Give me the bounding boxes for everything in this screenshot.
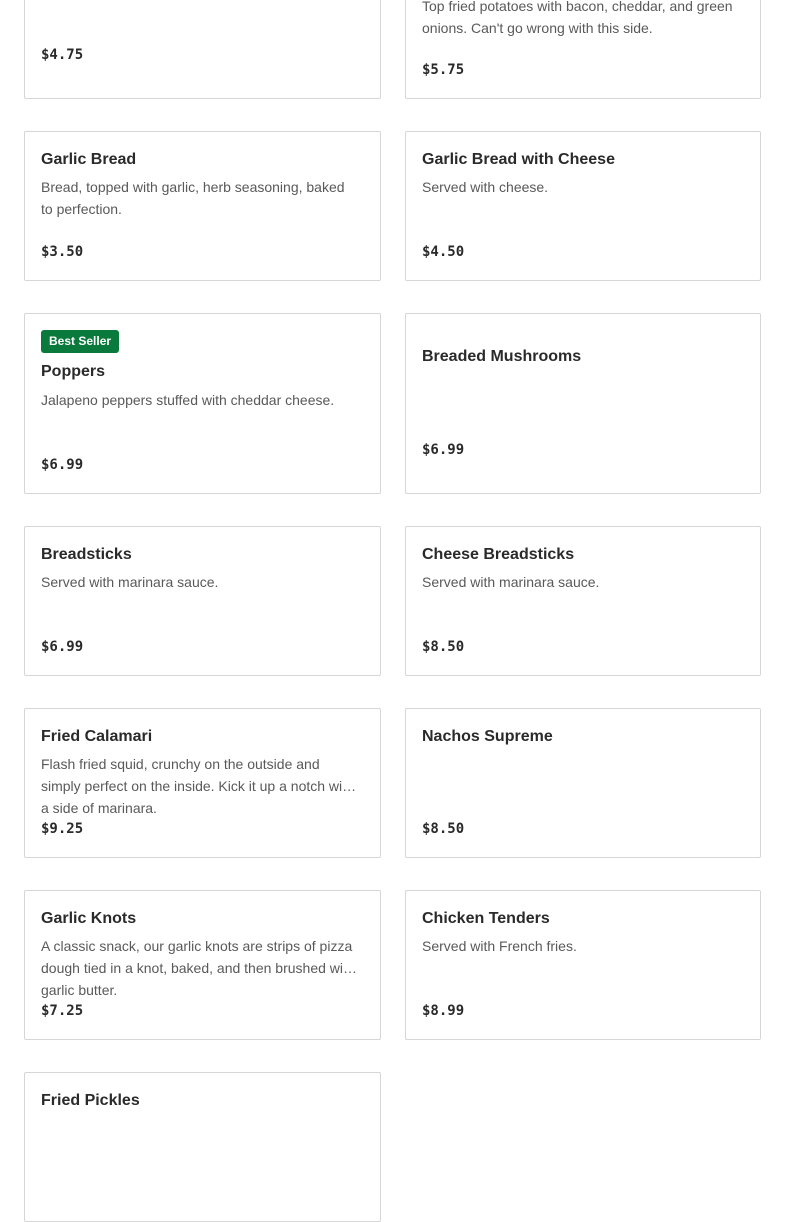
menu-item-description: Served with marinara sauce. [41,574,219,590]
menu-item-card-fried-pickles[interactable] [24,1072,381,1222]
menu-item-price: $4.75 [41,47,84,63]
menu-item-name: Nachos Supreme [422,728,553,745]
menu-item-card-garlic-bread[interactable] [24,131,381,281]
menu-item-name: Garlic Bread [41,151,137,168]
menu-item-description: Served with marinara sauce. [422,574,600,590]
menu-item-name: Cheese Breadsticks [422,546,575,563]
menu-item-name: Garlic Bread with Cheese [422,151,615,168]
menu-item-name: Breadsticks [41,546,132,563]
menu-item-card-breaded-mushrooms[interactable] [405,313,761,494]
menu-item-name: Poppers [41,363,106,380]
menu-item-price: $6.99 [422,442,465,458]
menu-item-card-garlic-bread-with-cheese[interactable] [405,131,761,281]
menu-item-description: Served with cheese. [422,179,549,195]
menu-item-price: $4.50 [422,244,465,260]
menu-item-description: Jalapeno peppers stuffed with cheddar cheese. [41,392,335,408]
menu-item-card-poppers[interactable] [24,313,381,494]
menu-item-price: $7.25 [41,1003,84,1019]
menu-item-description: A classic snack, our garlic knots are strips of pizza dough tied in a knot, baked, and then brushed with garlic butter. [41,938,355,998]
menu-item-price: $3.50 [41,244,84,260]
menu-item-name: Fried Pickles [41,1092,140,1109]
menu-item-price: $5.75 [422,62,465,78]
menu-item-name: Breaded Mushrooms [422,348,582,365]
menu-item-description: Flash fried squid, crunchy on the outside and simply perfect on the inside. Kick it up a notch with a side of marinara. [41,756,354,816]
menu-item-price: $9.25 [41,821,84,837]
menu-item-description: Served with French fries. [422,938,577,954]
menu-item-card[interactable] [405,0,761,99]
menu-item-price: $8.50 [422,821,465,837]
best-seller-badge: Best Seller [41,330,119,353]
menu-item-description: Top fried potatoes with bacon, cheddar, and green onions. Can't go wrong with this side. [422,0,733,36]
menu-item-card-fried-calamari[interactable] [24,708,381,858]
menu-item-card-chicken-tenders[interactable] [405,890,761,1040]
menu-item-price: $8.99 [422,1003,465,1019]
menu-item-price: $8.50 [422,639,465,655]
menu-item-price: $6.99 [41,457,84,473]
menu-item-card-nachos-supreme[interactable] [405,708,761,858]
menu-item-card-garlic-knots[interactable] [24,890,381,1040]
menu-item-name: Fried Calamari [41,728,153,745]
menu-item-name: Garlic Knots [41,910,137,927]
menu-item-card-breadsticks[interactable] [24,526,381,676]
menu-item-description: Bread, topped with garlic, herb seasoning, baked to perfection. [41,179,345,217]
menu-item-card-cheese-breadsticks[interactable] [405,526,761,676]
menu-item-name: Chicken Tenders [422,910,550,927]
menu-item-card[interactable] [24,0,381,99]
menu-item-price: $6.99 [41,639,84,655]
